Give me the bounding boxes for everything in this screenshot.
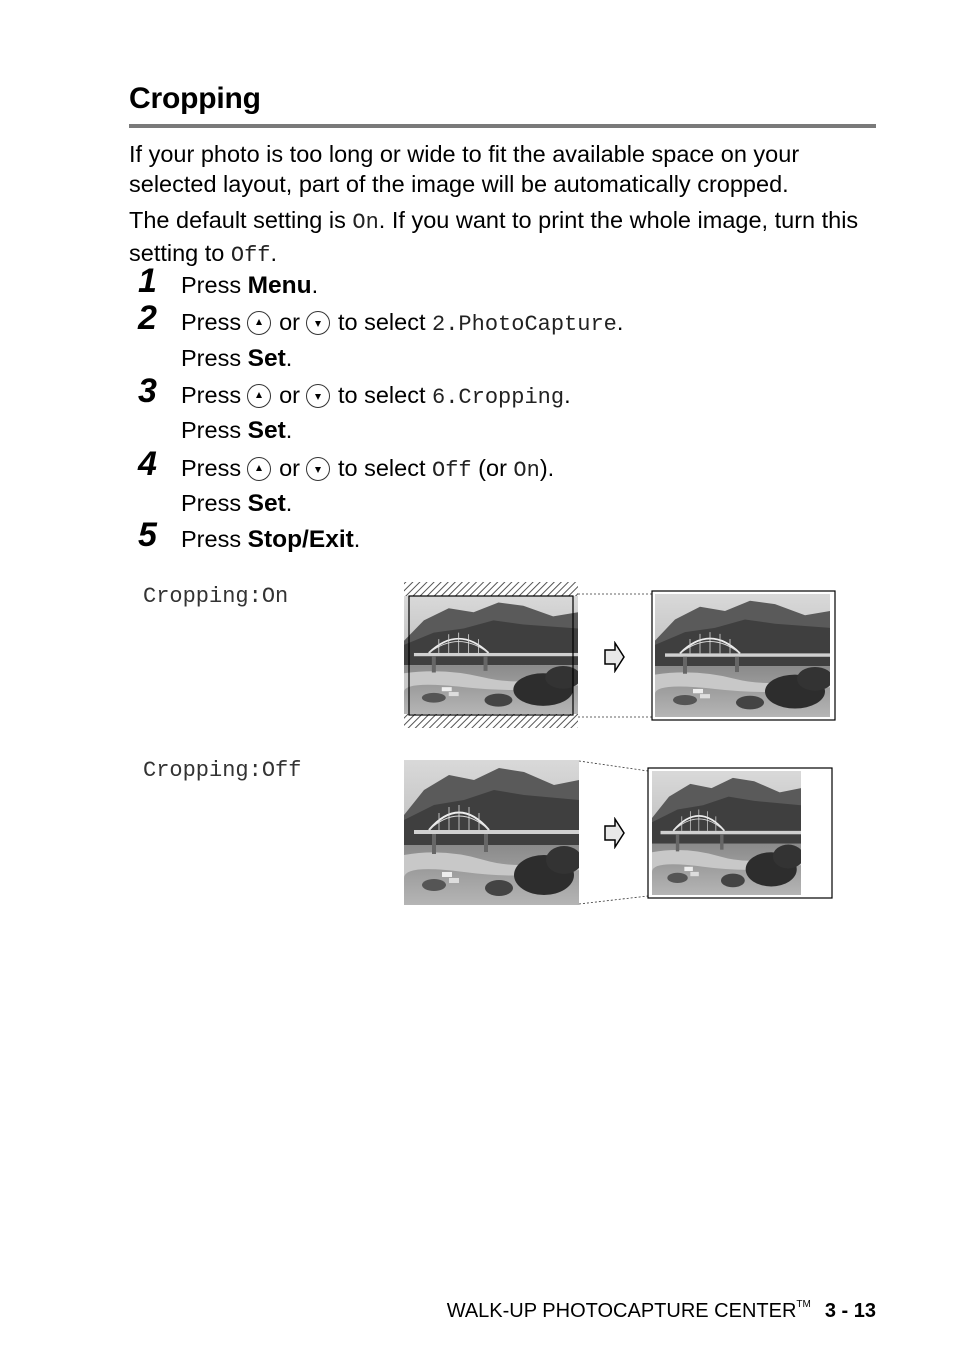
down-arrow-key-icon bbox=[306, 311, 330, 335]
set-key: Set bbox=[247, 345, 286, 372]
step-5-press: Press bbox=[181, 526, 248, 552]
title-rule bbox=[129, 124, 876, 128]
step-4-second-line bbox=[181, 488, 292, 519]
step-4-to-select: to select bbox=[337, 455, 433, 481]
step-3-press: Press bbox=[181, 382, 242, 408]
step-4-end2: . bbox=[285, 490, 293, 516]
step-1-end: . bbox=[311, 272, 319, 298]
page-footer bbox=[447, 1299, 876, 1323]
guide-line-bottom bbox=[579, 896, 648, 904]
source-photo bbox=[404, 596, 581, 714]
step-1-press: Press bbox=[181, 272, 248, 298]
step-4-paren-b: ). bbox=[539, 455, 555, 481]
arrow-right-icon bbox=[605, 819, 624, 847]
up-arrow-key-icon bbox=[247, 457, 271, 481]
step-number-5: 5 bbox=[138, 516, 157, 554]
intro-paragraph-1: If your photo is too long or wide to fit the available space on your selected layout, part of the image will be automatically cropped. bbox=[129, 141, 800, 197]
arrow-right-icon bbox=[605, 643, 624, 671]
option-on: On bbox=[513, 458, 540, 483]
step-4-press: Press bbox=[181, 455, 242, 481]
page-title: Cropping bbox=[129, 82, 261, 115]
set-key: Set bbox=[247, 417, 286, 444]
cropping-off-label: Cropping:Off bbox=[143, 758, 302, 783]
step-2-end: . bbox=[616, 309, 624, 335]
option-off: Off bbox=[432, 458, 472, 483]
step-number-1: 1 bbox=[138, 262, 157, 300]
step-5 bbox=[181, 524, 360, 555]
step-number-2: 2 bbox=[138, 299, 157, 337]
menu-option-cropping: 6.Cropping bbox=[432, 385, 565, 410]
down-arrow-key-icon bbox=[306, 457, 330, 481]
step-3 bbox=[181, 380, 571, 413]
step-2-press: Press bbox=[181, 309, 242, 335]
set-key: Set bbox=[247, 490, 286, 517]
setting-off: Off bbox=[230, 243, 271, 268]
step-3-press2: Press bbox=[181, 417, 248, 443]
menu-key: Menu bbox=[247, 272, 312, 299]
step-2-to-select: to select bbox=[337, 309, 433, 335]
intro-text-a: The default setting is bbox=[129, 207, 353, 233]
intro-paragraph-2 bbox=[129, 205, 889, 271]
trademark-mark: TM bbox=[796, 1299, 811, 1310]
up-arrow-key-icon bbox=[247, 311, 271, 335]
step-2-or: or bbox=[279, 309, 300, 335]
intro-text-c: . bbox=[270, 240, 278, 266]
step-4-paren-a: (or bbox=[471, 455, 514, 481]
step-3-second-line bbox=[181, 415, 292, 446]
step-1 bbox=[181, 270, 318, 301]
step-number-3: 3 bbox=[138, 372, 157, 410]
intro-text-b: . If you want to print the whole image, turn this setting to bbox=[129, 207, 859, 266]
cropping-on-illustration bbox=[400, 580, 840, 730]
stop-exit-key: Stop/Exit bbox=[247, 526, 354, 553]
step-3-end2: . bbox=[285, 417, 293, 443]
guide-line-top bbox=[579, 761, 648, 771]
step-4 bbox=[181, 453, 554, 486]
step-4-or: or bbox=[279, 455, 300, 481]
step-2-second-line bbox=[181, 343, 292, 374]
step-3-or: or bbox=[279, 382, 300, 408]
source-photo bbox=[404, 760, 582, 905]
printed-photo bbox=[655, 594, 833, 717]
step-3-end: . bbox=[564, 382, 571, 408]
step-4-press2: Press bbox=[181, 490, 248, 516]
step-number-4: 4 bbox=[138, 445, 157, 483]
up-arrow-key-icon bbox=[247, 384, 271, 408]
down-arrow-key-icon bbox=[306, 384, 330, 408]
menu-option-photocapture: 2.PhotoCapture bbox=[432, 312, 617, 337]
step-2-end2: . bbox=[285, 345, 293, 371]
page-number: 3 - 13 bbox=[824, 1300, 876, 1322]
printed-photo bbox=[652, 771, 804, 895]
step-3-to-select: to select bbox=[337, 382, 433, 408]
cropping-on-label: Cropping:On bbox=[143, 584, 289, 609]
step-2 bbox=[181, 307, 623, 340]
step-2-press2: Press bbox=[181, 345, 248, 371]
footer-product-name: WALK-UP PHOTOCAPTURE CENTER bbox=[446, 1300, 797, 1322]
step-5-end: . bbox=[353, 526, 361, 552]
cropping-off-illustration bbox=[400, 755, 840, 910]
setting-on: On bbox=[352, 210, 379, 235]
